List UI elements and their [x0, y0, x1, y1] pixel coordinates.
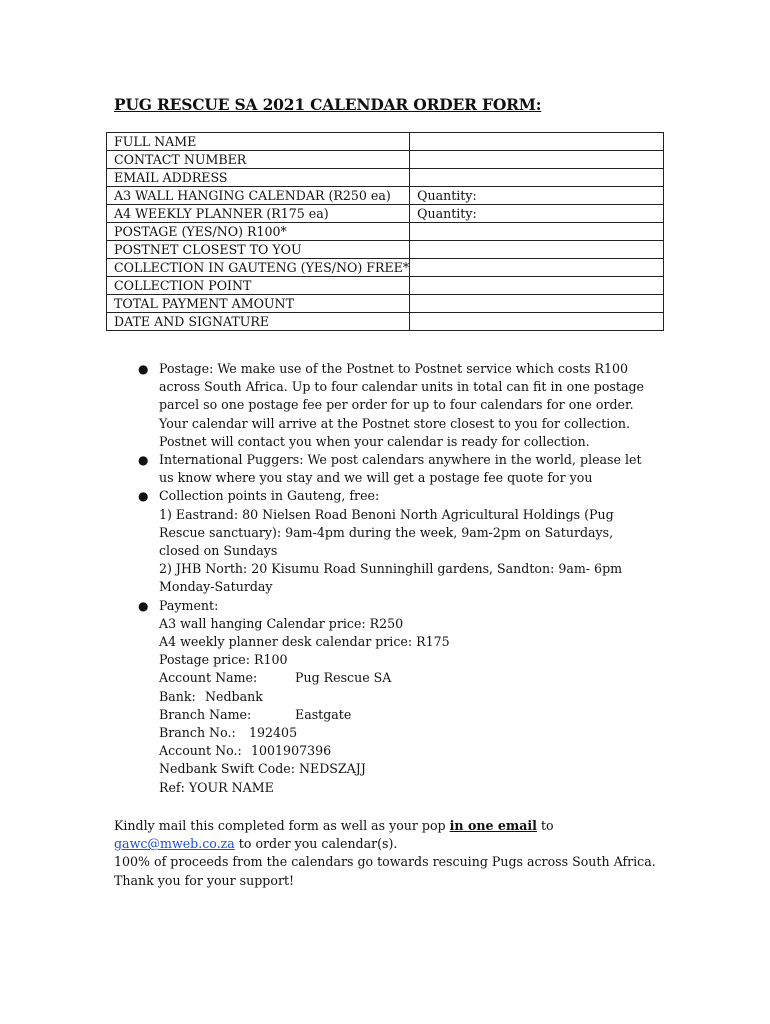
branch-name-value: Eastgate — [295, 706, 352, 722]
mail-instruction-line — [114, 817, 674, 835]
table-row-date-signature — [107, 313, 664, 331]
postage-note-line: across South Africa. Up to four calendar units in total can fit in one postage — [159, 379, 644, 395]
collection-gauteng-label: COLLECTION IN GAUTENG (YES/NO) FREE* — [107, 259, 410, 277]
list-item-postage — [138, 360, 658, 451]
branch-no-label: Branch No.: — [159, 725, 236, 741]
date-signature-field[interactable] — [410, 313, 664, 331]
mail-suffix: to — [536, 818, 554, 833]
full-name-label: FULL NAME — [107, 133, 410, 151]
collection-note-line: Collection points in Gauteng, free: — [159, 488, 380, 504]
postage-note-line: parcel so one postage fee per order for up to four calendars for one order. — [159, 397, 634, 413]
branch-no-line — [159, 724, 658, 742]
a4-price-line: A4 weekly planner desk calendar price: R175 — [159, 634, 450, 650]
postage-label: POSTAGE (YES/NO) R100* — [107, 223, 410, 241]
collection-point-field[interactable] — [410, 277, 664, 295]
table-row-a3-calendar — [107, 187, 664, 205]
page-title: PUG RESCUE SA 2021 CALENDAR ORDER FORM: — [114, 95, 542, 114]
account-no-label: Account No.: — [159, 743, 242, 759]
account-name-value: Pug Rescue SA — [295, 670, 392, 686]
contact-number-label: CONTACT NUMBER — [107, 151, 410, 169]
footer-text — [114, 817, 674, 890]
total-payment-field[interactable] — [410, 295, 664, 313]
bullet-icon: ● — [138, 489, 149, 504]
collection-note-line: closed on Sundays — [159, 543, 278, 559]
thanks-line: Thank you for your support! — [114, 872, 295, 888]
a3-calendar-label: A3 WALL HANGING CALENDAR (R250 ea) — [107, 187, 410, 205]
postnet-field[interactable] — [410, 241, 664, 259]
collection-note-line: 2) JHB North: 20 Kisumu Road Sunninghill gardens, Sandton: 9am- 6pm — [159, 561, 623, 577]
full-name-field[interactable] — [410, 133, 664, 151]
collection-note-line: 1) Eastrand: 80 Nielsen Road Benoni North Agricultural Holdings (Pug — [159, 506, 614, 522]
branch-name-label: Branch Name: — [159, 706, 252, 722]
list-item-international — [138, 451, 658, 487]
branch-no-value: 192405 — [249, 725, 298, 741]
table-row-a4-planner — [107, 205, 664, 223]
bullet-icon: ● — [138, 598, 149, 613]
table-row-postnet — [107, 241, 664, 259]
order-form-table — [106, 132, 664, 331]
payment-heading: Payment: — [159, 597, 219, 613]
postage-note-line: Postnet will contact you when your calendar is ready for collection. — [159, 433, 590, 449]
table-row-collection-gauteng — [107, 259, 664, 277]
account-no-value: 1001907396 — [251, 743, 332, 759]
mail-prefix: Kindly mail this completed form as well as your pop — [114, 818, 450, 833]
table-row-full-name — [107, 133, 664, 151]
collection-gauteng-field[interactable] — [410, 259, 664, 277]
swift-code-line: Nedbank Swift Code: NEDSZAJJ — [159, 761, 366, 777]
postage-field[interactable] — [410, 223, 664, 241]
email-address-field[interactable] — [410, 169, 664, 187]
international-note-line: International Puggers: We post calendars anywhere in the world, please let — [159, 452, 642, 468]
a3-price-line: A3 wall hanging Calendar price: R250 — [159, 615, 404, 631]
table-row-collection-point — [107, 277, 664, 295]
date-signature-label: DATE AND SIGNATURE — [107, 313, 410, 331]
postage-price-line: Postage price: R100 — [159, 652, 288, 668]
account-no-line — [159, 742, 658, 760]
email-suffix: to order you calendar(s). — [234, 836, 398, 852]
contact-number-field[interactable] — [410, 151, 664, 169]
international-note-line: us know where you stay and we will get a postage fee quote for you — [159, 470, 593, 486]
a4-planner-label: A4 WEEKLY PLANNER (R175 ea) — [107, 205, 410, 223]
email-link[interactable]: gawc@mweb.co.za — [114, 836, 235, 852]
table-row-contact-number — [107, 151, 664, 169]
list-item-collection — [138, 487, 658, 596]
bullet-icon: ● — [138, 453, 149, 468]
bullet-icon: ● — [138, 362, 149, 376]
email-address-label: EMAIL ADDRESS — [107, 169, 410, 187]
table-row-total-payment — [107, 295, 664, 313]
postnet-label: POSTNET CLOSEST TO YOU — [107, 241, 410, 259]
notes-list — [138, 360, 658, 797]
table-row-postage — [107, 223, 664, 241]
mail-emphasis: in one email — [449, 818, 537, 833]
reference-line: Ref: YOUR NAME — [159, 779, 274, 795]
collection-note-line: Rescue sanctuary): 9am-4pm during the week, 9am-2pm on Saturdays, — [159, 524, 614, 540]
postage-note-line: Postage: We make use of the Postnet to Postnet service which costs R100 — [159, 361, 629, 376]
postage-note-line: Your calendar will arrive at the Postnet store closest to you for collection. — [159, 415, 630, 431]
bank-line — [159, 688, 658, 706]
proceeds-line: 100% of proceeds from the calendars go towards rescuing Pugs across South Africa. — [114, 854, 656, 870]
a4-quantity-field[interactable]: Quantity: — [410, 205, 664, 223]
table-row-email-address — [107, 169, 664, 187]
total-payment-label: TOTAL PAYMENT AMOUNT — [107, 295, 410, 313]
list-item-payment — [138, 597, 658, 797]
bank-label: Bank: — [159, 688, 196, 704]
collection-point-label: COLLECTION POINT — [107, 277, 410, 295]
email-line — [114, 835, 674, 853]
account-name-line — [159, 669, 658, 687]
branch-name-line — [159, 706, 658, 724]
account-name-label: Account Name: — [159, 670, 258, 686]
bank-value: Nedbank — [205, 688, 263, 704]
a3-quantity-field[interactable]: Quantity: — [410, 187, 664, 205]
collection-note-line: Monday-Saturday — [159, 579, 273, 595]
